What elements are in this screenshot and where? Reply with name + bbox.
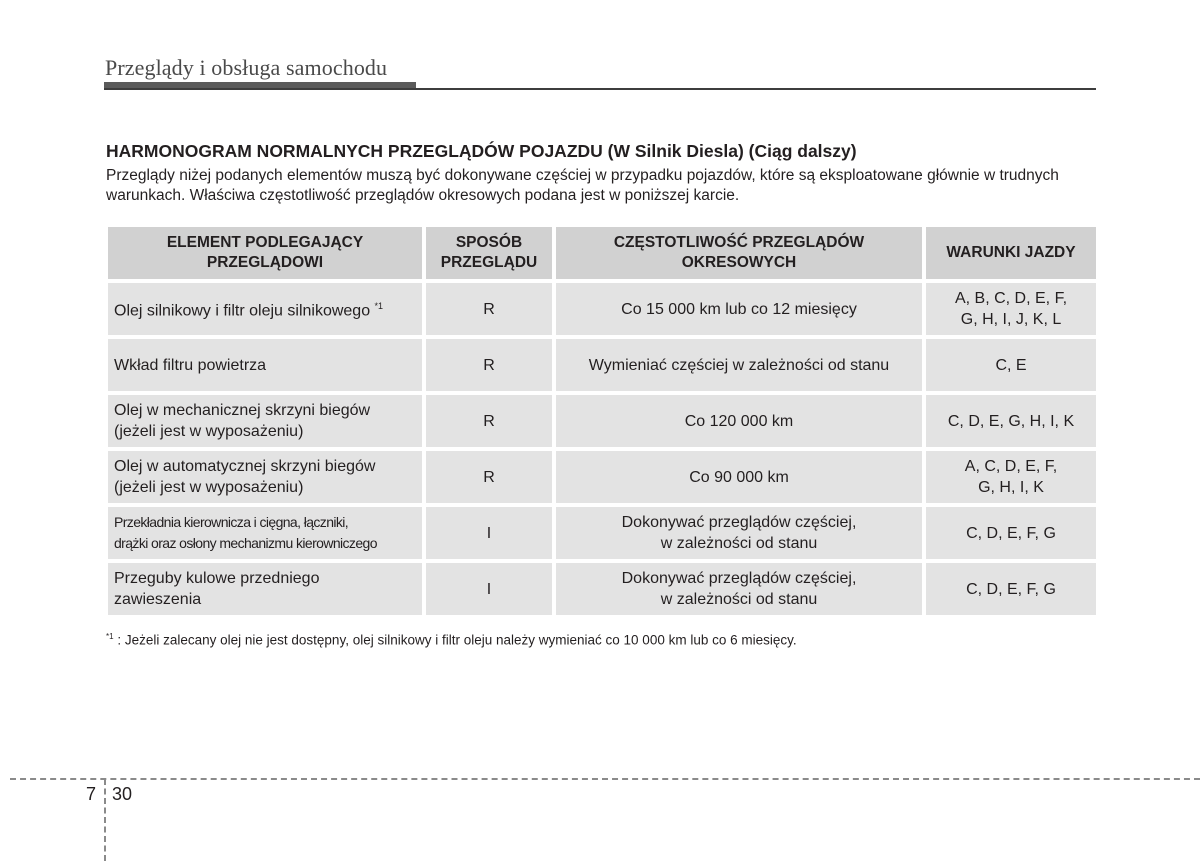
cell-item [108, 507, 422, 559]
cell-conditions: C, D, E, F, G [926, 563, 1096, 615]
maintenance-schedule-table [104, 223, 1100, 619]
cell-frequency: Co 120 000 km [556, 395, 922, 447]
footer-dashed-rule [10, 778, 1200, 780]
cell-method: R [426, 283, 552, 335]
schedule-heading: HARMONOGRAM NORMALNYCH PRZEGLĄDÓW POJAZDU (W Silnik Diesla) (Ciąg dalszy) [106, 141, 857, 161]
table-row [108, 507, 1096, 559]
column-header-frequency: CZĘSTOTLIWOŚĆ PRZEGLĄDÓW OKRESOWYCH [556, 227, 922, 279]
column-header-conditions: WARUNKI JAZDY [926, 227, 1096, 279]
item-line: Olej w mechanicznej skrzyni biegów [114, 402, 371, 419]
column-header-method: SPOSÓB PRZEGLĄDU [426, 227, 552, 279]
chapter-number: 7 [86, 784, 97, 804]
cell-method: R [426, 339, 552, 391]
table-header-row [108, 227, 1096, 279]
cell-method: I [426, 507, 552, 559]
item-line: Przeguby kulowe przedniego [114, 570, 320, 587]
table-row [108, 395, 1096, 447]
item-line: Przekładnia kierownicza i cięgna, łączniki, [114, 514, 349, 530]
cell-frequency: Co 15 000 km lub co 12 miesięcy [556, 283, 922, 335]
cell-item [108, 283, 422, 335]
frequency-line: w zależności od stanu [660, 591, 818, 608]
page-number: 30 [112, 784, 133, 804]
footnote-ref: *1 [374, 301, 384, 312]
column-header-item: ELEMENT PODLEGAJĄCY PRZEGLĄDOWI [108, 227, 422, 279]
table-row [108, 451, 1096, 503]
cell-frequency: Co 90 000 km [556, 451, 922, 503]
cell-item [108, 451, 422, 503]
frequency-line: Dokonywać przeglądów częściej, [621, 514, 857, 531]
cell-item: Wkład filtru powietrza [108, 339, 422, 391]
item-line: (jeżeli jest w wyposażeniu) [114, 479, 304, 496]
cell-conditions: C, D, E, F, G [926, 507, 1096, 559]
cell-method: R [426, 451, 552, 503]
cell-conditions: C, D, E, G, H, I, K [926, 395, 1096, 447]
footnote [106, 632, 797, 648]
footnote-marker: *1 [106, 632, 114, 641]
item-text: Olej silnikowy i filtr oleju silnikowego [114, 302, 371, 320]
footer-dashed-divider [104, 779, 106, 861]
cell-item [108, 395, 422, 447]
item-line: (jeżeli jest w wyposażeniu) [114, 423, 304, 440]
cell-method: R [426, 395, 552, 447]
conditions-line: A, C, D, E, F, [964, 458, 1058, 475]
conditions-line: G, H, I, J, K, L [960, 311, 1062, 328]
frequency-line: w zależności od stanu [660, 535, 818, 552]
cell-conditions [926, 283, 1096, 335]
cell-conditions: C, E [926, 339, 1096, 391]
cell-frequency [556, 563, 922, 615]
conditions-line: G, H, I, K [978, 479, 1044, 496]
section-title: Przeglądy i obsługa samochodu [105, 55, 388, 80]
cell-item [108, 563, 422, 615]
conditions-line: A, B, C, D, E, F, [954, 290, 1068, 307]
item-line: Olej w automatycznej skrzyni biegów [114, 458, 376, 475]
footnote-text: : Jeżeli zalecany olej nie jest dostępny, olej silnikowy i filtr oleju należy wymieniać co 10 000 km lub co 6 miesięcy. [113, 632, 797, 648]
cell-method: I [426, 563, 552, 615]
item-line: zawieszenia [114, 591, 202, 608]
cell-conditions [926, 451, 1096, 503]
cell-frequency [556, 507, 922, 559]
table-row [108, 339, 1096, 391]
intro-paragraph: Przeglądy niżej podanych elementów muszą być dokonywane częściej w przypadku pojazdów, które są eksploatowane głównie w trudnych warunkach. Właściwa częstotliwość przeglądów okresowych podana jest w poniższej karcie. [106, 167, 1059, 204]
item-line: drążki oraz osłony mechanizmu kierowniczego [114, 535, 377, 551]
table-row [108, 283, 1096, 335]
table-row [108, 563, 1096, 615]
frequency-line: Dokonywać przeglądów częściej, [621, 570, 857, 587]
header-rule-thin [104, 88, 1096, 90]
cell-frequency: Wymieniać częściej w zależności od stanu [556, 339, 922, 391]
